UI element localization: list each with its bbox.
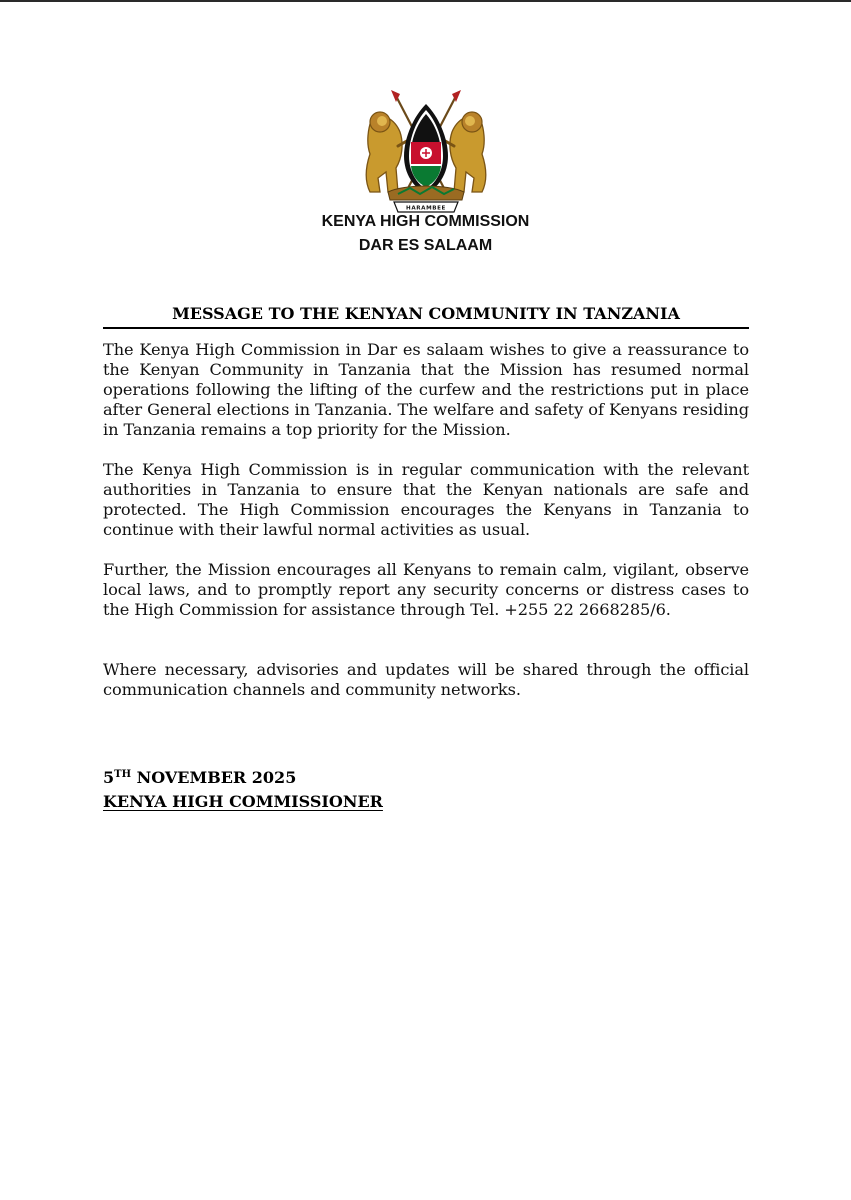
svg-text:HARAMBEE: HARAMBEE bbox=[406, 205, 446, 212]
paragraph-contact: Further, the Mission encourages all Kenyans to remain calm, vigilant, observe local laws, and to promptly report any security concerns or distress cases to the High Commission for assistance through Tel. +255 22 2668285/6. bbox=[103, 560, 749, 619]
date-day: 5 bbox=[103, 768, 115, 787]
page-top-edge bbox=[0, 0, 851, 2]
date-month-year: NOVEMBER 2025 bbox=[131, 768, 297, 787]
letterhead-location: DAR ES SALAAM bbox=[358, 237, 493, 254]
signatory: KENYA HIGH COMMISSIONER bbox=[103, 792, 383, 811]
paragraph-reassurance: The Kenya High Commission in Dar es salaam wishes to give a reassurance to the Kenyan Community in Tanzania that the Mission has resumed normal operations following the lifting of the curfew and the restrictions put in place after General elections in Tanzania. The welfare and safety of Kenyans residing in Tanzania remains a top priority for the Mission. bbox=[103, 340, 749, 439]
document-date bbox=[103, 768, 296, 787]
kenya-coat-of-arms-icon bbox=[358, 88, 494, 218]
letterhead-title: KENYA HIGH COMMISSION bbox=[321, 213, 530, 230]
paragraph-advisories: Where necessary, advisories and updates will be shared through the official communication channels and community networks. bbox=[103, 660, 749, 699]
paragraph-communication: The Kenya High Commission is in regular communication with the relevant authorities in Tanzania to ensure that the Kenyan nationals are safe and protected. The High Commission encourages the Kenyans in Tanzania to continue with their lawful normal activities as usual. bbox=[103, 460, 749, 539]
date-suffix: TH bbox=[114, 769, 132, 780]
document-title: MESSAGE TO THE KENYAN COMMUNITY IN TANZANIA bbox=[172, 304, 680, 323]
title-divider bbox=[103, 327, 749, 329]
